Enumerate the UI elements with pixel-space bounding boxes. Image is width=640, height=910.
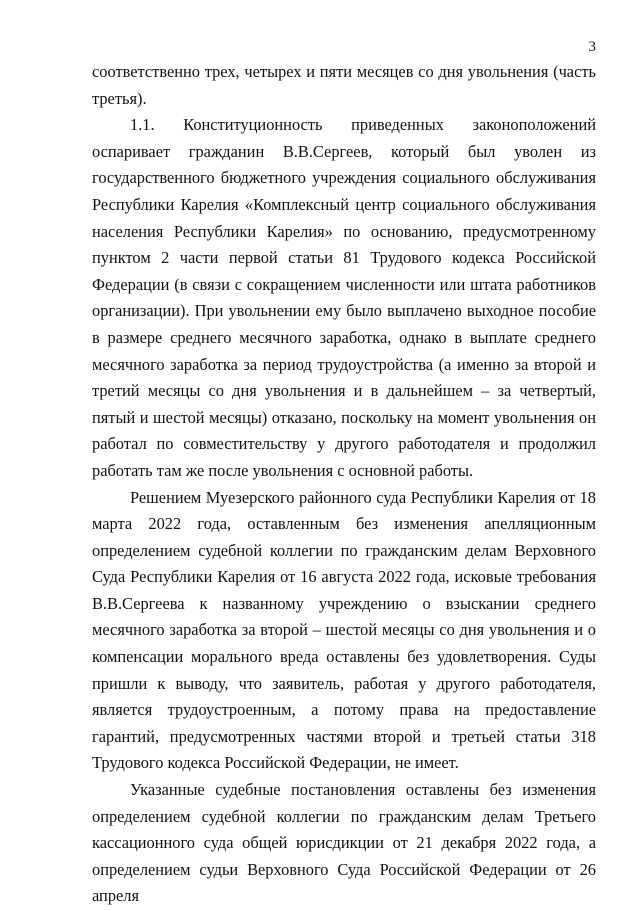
document-body <box>92 59 596 910</box>
paragraph-cassation: Указанные судебные постановления оставлены без изменения определением судебной коллегии по гражданским делам Третьего кассационного суда общей юрисдикции от 21 декабря 2022 года, а определением судьи Верховного Суда Российской Федерации от 26 апреля <box>92 780 596 906</box>
paragraph-district-court-decision: Решением Муезерского районного суда Республики Карелия от 18 марта 2022 года, оставленным без изменения апелляционным определением судебной коллегии по гражданским делам Верховного Суда Республики Карелия от 16 августа 2022 года, исковые требования В.В.Сергеева к названному учреждению о взыскании среднего месячного заработка за второй – шестой месяцы со дня увольнения и о компенсации морального вреда оставлены без удовлетворения. Суды пришли к выводу, что заявитель, работая у другого работодателя, является трудоустроенным, а потому права на предоставление гарантий, предусмотренных частями второй и третьей статьи 318 Трудового кодекса Российской Федерации, не имеет. <box>92 487 596 773</box>
paragraph-1-1-constitutionality: 1.1. Конституционность приведенных законоположений оспаривает гражданин В.В.Сергеев, который был уволен из государственного бюджетного учреждения социального обслуживания Республики Карелия «Комплексный центр социального обслуживания населения Республики Карелия» по основанию, предусмотренному пунктом 2 части первой статьи 81 Трудового кодекса Российской Федерации (в связи с сокращением численности или штата работников организации). При увольнении ему было выплачено выходное пособие в размере среднего месячного заработка, однако в выплате среднего месячного заработка за период трудоустройства (а именно за второй и третий месяцы со дня увольнения и в дальнейшем – за четвертый, пятый и шестой месяцы) отказано, поскольку на момент увольнения он работал по совместительству у другого работодателя и продолжил работать там же после увольнения с основной работы. <box>92 115 596 480</box>
page-number: 3 <box>588 39 596 55</box>
paragraph-continuation: соответственно трех, четырех и пяти месяцев со дня увольнения (часть третья). <box>92 62 596 108</box>
